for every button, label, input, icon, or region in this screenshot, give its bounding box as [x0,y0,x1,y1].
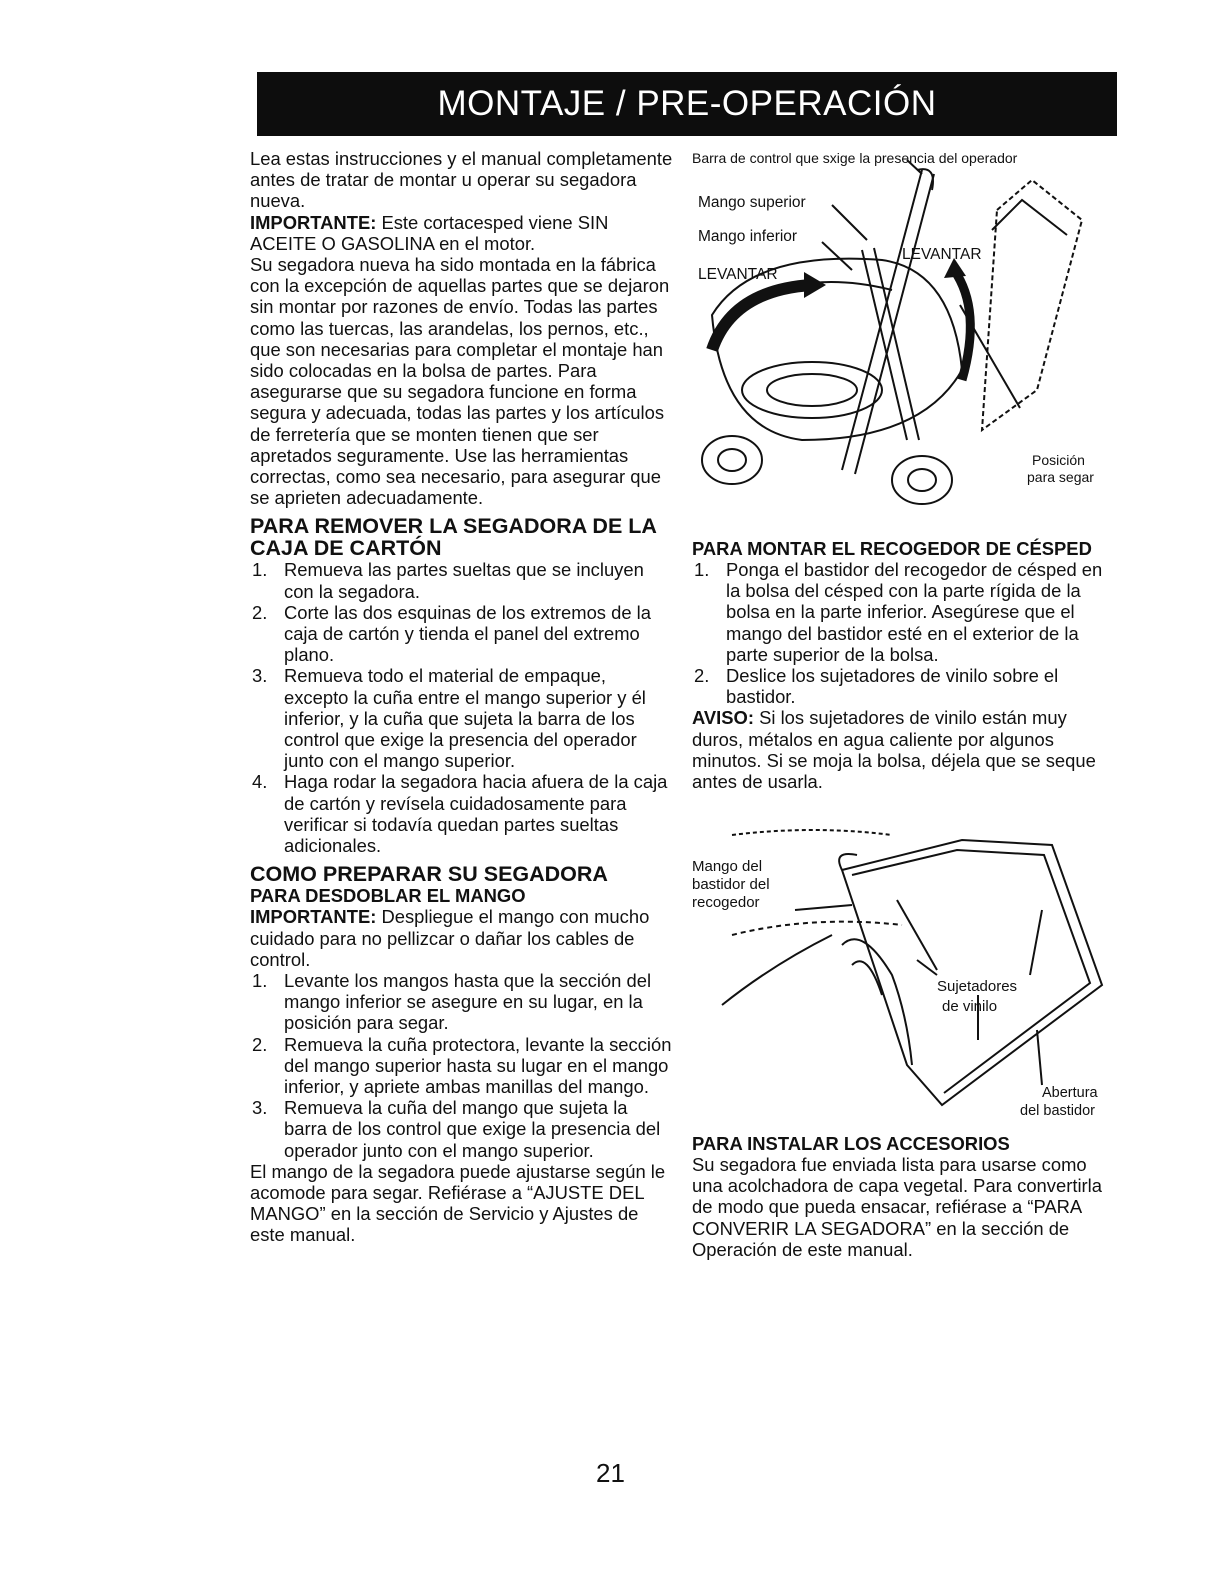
handle-adjust-paragraph: El mango de la segadora puede ajustarse según le acomode para segar. Refiérase a “AJUSTE DEL MANGO” en la sección de Servicio y Ajustes de este manual. [250,1160,666,1246]
frame-handle-label: Mango del [692,858,763,875]
mowing-position-label: Posición [1032,452,1085,468]
step-text: Ponga el bastidor del recogedor de césped en la bolsa del césped con la parte rígida de la bolsa en la parte inferior. Asegúrese que el mango del bastidor esté en el exterior de la parte superior de la bolsa. [726,559,1103,665]
important-label: IMPORTANTE: [250,906,377,928]
step-text: Remueva las partes sueltas que se incluyen con la segadora. [284,559,644,602]
list-item [250,771,675,856]
remove-steps-list [250,559,675,856]
notice-paragraph [692,707,1117,792]
lift-right-label: LEVANTAR [902,246,982,263]
step-text: Deslice los sujetadores de vinilo sobre el bastidor. [726,665,1059,708]
right-column [692,538,1117,792]
mowing-position-label-2: para segar [1027,469,1094,485]
step-text: Remueva la cuña del mango que sujeta la barra de los control que exige la presencia del operador junto con el mango superior. [284,1097,661,1161]
section-title: MONTAJE / PRE-OPERACIÓN [437,84,937,123]
step-number: 2. [252,1033,268,1055]
frame-opening-label-2: del bastidor [1020,1103,1095,1119]
lower-handle-label: Mango inferior [698,228,798,245]
important-note [250,906,675,970]
step-number: 3. [252,1097,268,1119]
intro-paragraph: Lea estas instrucciones y el manual completamente antes de tratar de montar u operar su segadora nueva. [250,148,673,212]
unfold-handle-subtitle: PARA DESDOBLAR EL MANGO [250,885,526,907]
control-bar-label: Barra de control que sxige la presencia del operador [692,150,1018,166]
step-number: 1. [252,559,268,581]
important-note [250,212,675,254]
list-item [250,1097,675,1161]
important-text: Despliegue el mango con mucho cuidado para no pellizcar o dañar los cables de control. [250,906,650,970]
upper-handle-label: Mango superior [698,194,806,211]
step-number: 2. [694,665,710,687]
step-number: 3. [252,665,268,687]
step-number: 1. [694,559,710,580]
grass-catcher-figure [692,815,1117,1125]
step-text: Haga rodar la segadora hacia afuera de la caja de cartón y revísela cuidadosamente para verificar si todavía quedan partes sueltas adicionales. [284,771,668,857]
frame-opening-label: Abertura [1042,1085,1098,1101]
page-number: 21 [596,1458,625,1488]
step-text: Remueva todo el material de empaque, excepto la cuña entre el mango superior y él inferior, y la cuña que sujeta la barra de los control que exige la presencia del operador junto con el mango superior. [284,665,646,772]
assembly-paragraph: Su segadora nueva ha sido montada en la fábrica con la excepción de aquellas partes que se dejaron sin montar por razones de envío. Todas las partes como las tuercas, las arandelas, los pernos, etc., que son necesarias para completar el montaje han sido colocadas en la bolsa de partes. Para asegurarse que su segadora funcione en forma segura y adecuada, todas las partes y los artículos de ferretería que se monten tienen que ser apretados seguramente. Use las herramientas correctas, como sea necesario, para asegurar que se aprieten adecuadamente. [250,254,670,509]
bag-section-title: PARA MONTAR EL RECOGEDOR DE CÉSPED [692,538,1092,559]
lift-left-label: LEVANTAR [698,266,778,283]
important-text: Este cortacesped viene SIN ACEITE O GASOLINA en el motor. [250,211,609,254]
vinyl-clips-label: Sujetadores [937,978,1018,995]
notice-label: AVISO: [692,707,754,729]
list-item [692,559,1117,665]
step-number: 4. [252,771,268,793]
list-item [250,559,675,601]
list-item [250,970,675,1034]
remove-section-title: PARA REMOVER LA SEGADORA DE LA CAJA DE CARTÓN [250,514,657,561]
frame-handle-label-2: bastidor del [692,876,770,893]
bag-steps-list [692,559,1117,707]
step-number: 1. [252,969,268,991]
step-number: 2. [252,601,268,623]
vinyl-clips-label-2: de vinilo [942,998,998,1015]
accessories-block [692,1133,1117,1260]
section-header [257,72,1117,136]
list-item [692,665,1117,707]
unfold-steps-list [250,970,675,1161]
accessories-paragraph: Su segadora fue enviada lista para usarse como una acolchadora de capa vegetal. Para convertirla de modo que pueda ensacar, refiérase a “PARA CONVERIR LA SEGADORA” en la sección de Operación de este manual. [692,1154,1102,1260]
step-text: Levante los mangos hasta que la sección del mango inferior se asegure en su lugar, en la posición para segar. [284,969,652,1034]
frame-handle-label-3: recogedor [692,894,760,911]
left-column [250,148,675,1246]
accessories-title: PARA INSTALAR LOS ACCESORIOS [692,1133,1010,1154]
notice-text: Si los sujetadores de vinilo están muy duros, métalos en agua caliente por algunos minutos. Si se moja la bolsa, déjela que se seque antes de usarla. [692,707,1096,793]
mower-handle-figure [692,140,1117,525]
list-item [250,602,675,666]
important-label: IMPORTANTE: [250,211,377,233]
step-text: Remueva la cuña protectora, levante la sección del mango superior hasta su lugar en el mango inferior, y apriete ambas manillas del mango. [284,1033,672,1097]
list-item [250,665,675,771]
prepare-section-title: COMO PREPARAR SU SEGADORA [250,862,608,887]
list-item [250,1034,675,1098]
step-text: Corte las dos esquinas de los extremos de la caja de cartón y tienda el panel del extremo plano. [284,601,651,666]
